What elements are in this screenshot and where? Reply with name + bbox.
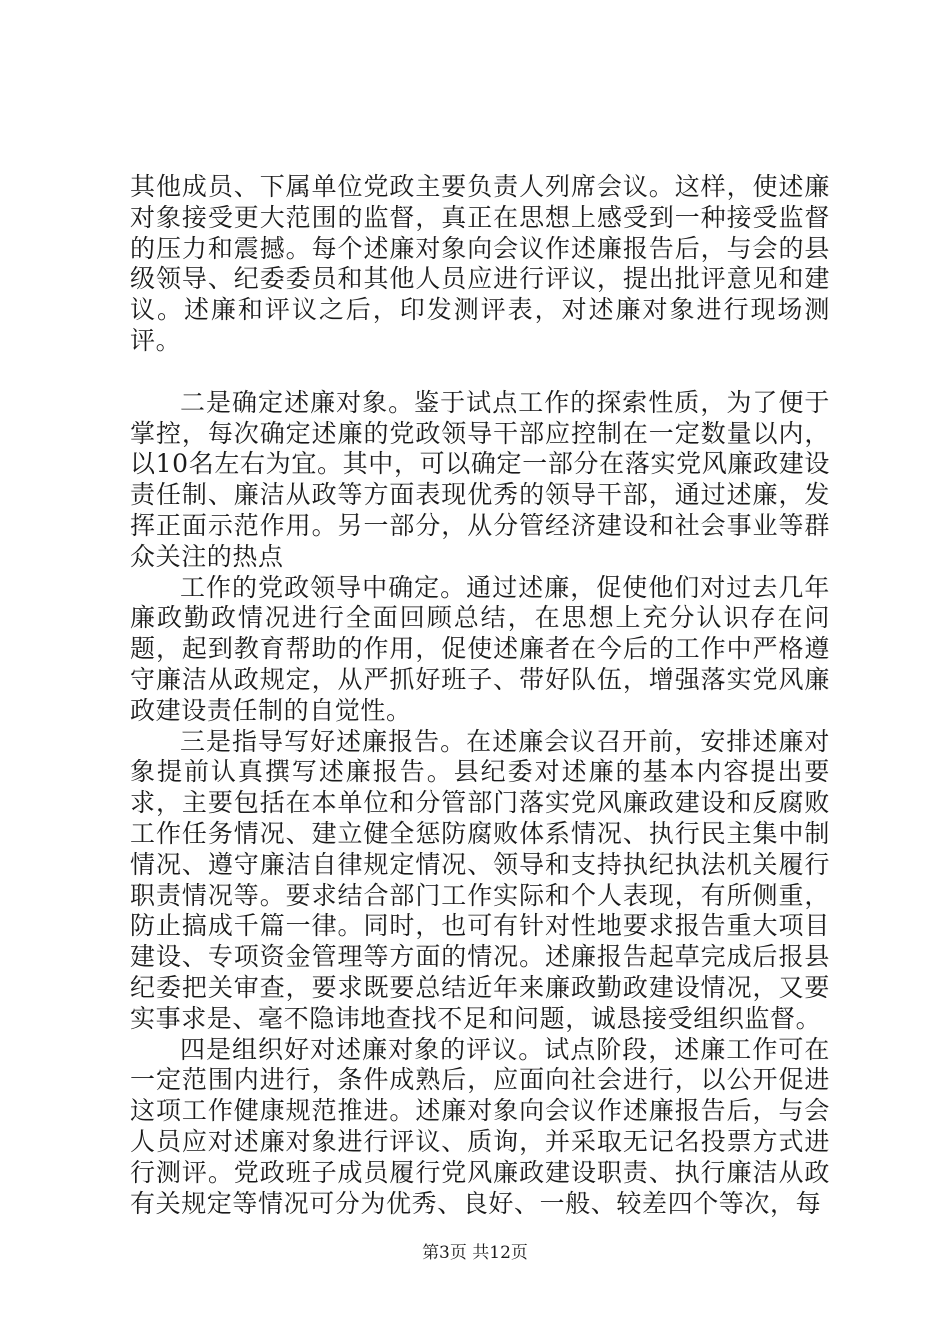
paragraph-5: 四是组织好对述廉对象的评议。试点阶段，述廉工作可在一定范围内进行，条件成熟后，应面向社会进行，以公开促进这项工作健康规范推进。述廉对象向会议作述廉报告后，与会人员应对述廉对象进行评议、质询，并采取无记名投票方式进行测评。党政班子成员履行党风廉政建设职责、执行廉洁从政有关规定等情况可分为优秀、良好、一般、较差四个等次，每 [130,1034,830,1218]
paragraph-gap [130,357,830,388]
paragraph-1: 其他成员、下属单位党政主要负责人列席会议。这样，使述廉对象接受更大范围的监督，真正在思想上感受到一种接受监督的压力和震撼。每个述廉对象向会议作述廉报告后，与会的县级领导、纪委委员和其他人员应进行评议，提出批评意见和建议。述廉和评议之后，印发测评表，对述廉对象进行现场测评。 [130,172,830,355]
document-body [130,172,830,1219]
paragraph-4: 三是指导写好述廉报告。在述廉会议召开前，安排述廉对象提前认真撰写述廉报告。县纪委对述廉的基本内容提出要求，主要包括在本单位和分管部门落实党风廉政建设和反腐败工作任务情况、建立健全惩防腐败体系情况、执行民主集中制情况、遵守廉洁自律规定情况、领导和支持执纪执法机关履行职责情况等。要求结合部门工作实际和个人表现，有所侧重，防止搞成千篇一律。同时，也可有针对性地要求报告重大项目建设、专项资金管理等方面的情况。述廉报告起草完成后报县纪委把关审查，要求既要总结近年来廉政勤政建设情况，又要实事求是、毫不隐讳地查找不足和问题，诚恳接受组织监督。 [130,726,830,1033]
page-number-footer: 第3页 共12页 [422,1243,528,1263]
paragraph-2: 二是确定述廉对象。鉴于试点工作的探索性质，为了便于掌控，每次确定述廉的党政领导干部应控制在一定数量以内，以10名左右为宜。其中，可以确定一部分在落实党风廉政建设责任制、廉洁从政等方面表现优秀的领导干部，通过述廉，发挥正面示范作用。另一部分，从分管经济建设和社会事业等群众关注的热点 [130,387,830,571]
paragraph-3: 工作的党政领导中确定。通过述廉，促使他们对过去几年廉政勤政情况进行全面回顾总结，在思想上充分认识存在问题，起到教育帮助的作用，促使述廉者在今后的工作中严格遵守廉洁从政规定，从严抓好班子、带好队伍，增强落实党风廉政建设责任制的自觉性。 [130,572,830,725]
